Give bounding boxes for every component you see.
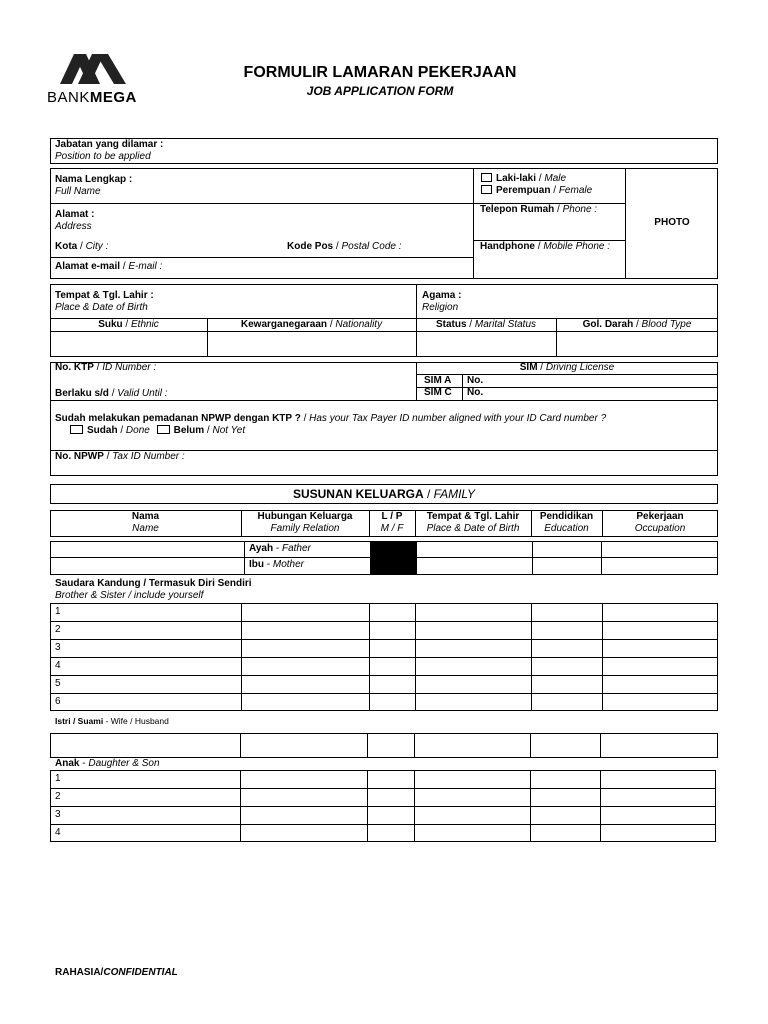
mother-label-en: Mother	[272, 559, 305, 570]
nationality-label: Kewarganegaraan	[240, 319, 328, 330]
email-label-en: E-mail :	[128, 261, 163, 272]
col-occupation-en: Occupation	[634, 523, 686, 534]
spouse-label: Istri / Suami	[55, 716, 104, 726]
female-label: Perempuan	[496, 185, 551, 196]
child-row-1: 1	[55, 773, 61, 784]
sibling-row-6: 6	[55, 696, 61, 707]
children-label: Anak	[55, 758, 80, 769]
npwp-label-en: Tax ID Number :	[112, 451, 185, 462]
npwp-label: No. NPWP	[55, 451, 104, 462]
child-row-4: 4	[55, 827, 61, 838]
confidential-label-en: CONFIDENTIAL	[103, 967, 178, 978]
logo-mark-icon	[60, 54, 130, 84]
spouse-label-en: Wife / Husband	[110, 716, 169, 726]
blood-label: Gol. Darah	[582, 319, 634, 330]
col-sex: L / P	[381, 511, 403, 522]
ktp-label: No. KTP	[55, 362, 94, 373]
npwp-question-en: Has your Tax Payer ID number aligned with your ID Card number ?	[309, 413, 607, 424]
sim-label-en: Driving License	[545, 362, 615, 373]
col-education-en: Education	[544, 523, 589, 534]
col-relation: Hubungan Keluarga	[257, 511, 353, 522]
sibling-row-1: 1	[55, 606, 61, 617]
family-title: SUSUNAN KELUARGA	[292, 487, 424, 501]
child-row-3: 3	[55, 809, 61, 820]
mobile-label: Handphone	[480, 241, 535, 252]
position-label: Jabatan yang dilamar :	[55, 139, 164, 150]
religion-label: Agama :	[422, 290, 462, 301]
sibling-row-3: 3	[55, 642, 61, 653]
phone-label: Telepon Rumah	[480, 204, 555, 215]
spouse-row[interactable]	[50, 733, 718, 758]
female-label-en: Female	[558, 185, 593, 196]
col-birth: Tempat & Tgl. Lahir	[426, 511, 520, 522]
female-checkbox[interactable]	[481, 185, 492, 194]
city-label: Kota	[55, 241, 78, 252]
not-yet-label-en: Not Yet	[212, 425, 246, 436]
npwp-question: Sudah melakukan pemadanan NPWP dengan KTP ?	[55, 413, 301, 424]
father-label-en: Father	[281, 543, 311, 554]
birth-label: Tempat & Tgl. Lahir :	[55, 290, 154, 301]
city-label-en: City :	[85, 241, 109, 252]
col-occupation: Pekerjaan	[636, 511, 684, 522]
male-label: Laki-laki	[496, 173, 537, 184]
religion-sub: Religion	[422, 302, 459, 313]
siblings-label: Saudara Kandung / Termasuk Diri Sendiri	[55, 578, 252, 589]
position-sub: Position to be applied	[55, 151, 151, 162]
marital-label-en: Marital Status	[474, 319, 537, 330]
form-title: FORMULIR LAMARAN PEKERJAAN	[243, 64, 517, 81]
sibling-row-5: 5	[55, 678, 61, 689]
address-label: Alamat :	[55, 209, 95, 220]
children-label-en: Daughter & Son	[88, 758, 160, 769]
sim-c-number[interactable]: No.	[467, 387, 484, 398]
postal-label: Kode Pos	[287, 241, 334, 252]
ethnic-label-en: Ethnic	[131, 319, 159, 330]
mobile-label-en: Mobile Phone :	[543, 241, 611, 252]
nationality-label-en: Nationality	[335, 319, 383, 330]
marital-label: Status	[435, 319, 467, 330]
form-subtitle: JOB APPLICATION FORM	[306, 84, 454, 98]
mother-label: Ibu	[249, 559, 264, 570]
family-title-en: FAMILY	[433, 487, 476, 501]
name-label: Nama Lengkap :	[55, 174, 133, 185]
sibling-row-4: 4	[55, 660, 61, 671]
sibling-row-2: 2	[55, 624, 61, 635]
confidential-label: RAHASIA/	[55, 967, 104, 978]
name-input[interactable]	[55, 174, 465, 200]
not-yet-label: Belum	[173, 425, 205, 436]
sim-label: SIM	[519, 362, 538, 373]
col-name-en: Name	[132, 523, 159, 534]
col-name: Nama	[131, 511, 160, 522]
done-checkbox[interactable]	[70, 425, 83, 434]
col-birth-en: Place & Date of Birth	[426, 523, 520, 534]
postal-label-en: Postal Code :	[341, 241, 402, 252]
sim-c-label: SIM C	[424, 387, 452, 398]
birth-sub: Place & Date of Birth	[55, 302, 148, 313]
phone-label-en: Phone :	[562, 204, 598, 215]
siblings-label-en: Brother & Sister / include yourself	[55, 590, 204, 601]
email-label: Alamat e-mail	[55, 261, 121, 272]
col-education: Pendidikan	[539, 511, 594, 522]
child-row-2: 2	[55, 791, 61, 802]
col-relation-en: Family Relation	[270, 523, 340, 534]
valid-label: Berlaku s/d	[55, 388, 109, 399]
ktp-label-en: ID Number :	[102, 362, 157, 373]
sim-a-label: SIM A	[424, 375, 452, 386]
photo-placeholder[interactable]: PHOTO	[654, 217, 690, 228]
col-sex-en: M / F	[380, 523, 404, 534]
logo-text-mega: MEGA	[89, 89, 137, 106]
parents-sex-blocked	[370, 541, 416, 575]
not-yet-checkbox[interactable]	[157, 425, 170, 434]
done-label: Sudah	[87, 425, 118, 436]
sim-a-number[interactable]: No.	[467, 375, 484, 386]
logo-text-bank: BANK	[47, 89, 90, 106]
valid-label-en: Valid Until :	[117, 388, 168, 399]
blood-label-en: Blood Type	[641, 319, 692, 330]
done-label-en: Done	[125, 425, 150, 436]
male-label-en: Male	[544, 173, 567, 184]
ethnic-label: Suku	[98, 319, 123, 330]
father-label: Ayah	[249, 543, 274, 554]
name-sub: Full Name	[55, 186, 101, 197]
address-sub: Address	[55, 221, 92, 232]
male-checkbox[interactable]	[481, 173, 492, 182]
